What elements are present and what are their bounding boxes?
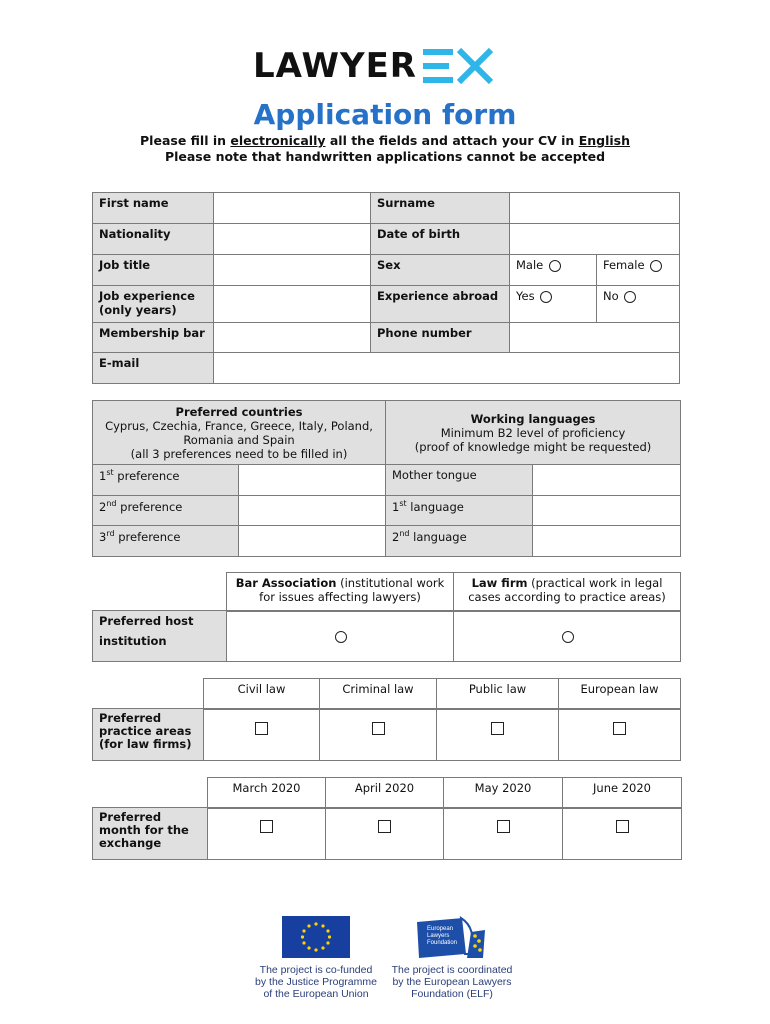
public-law-cell[interactable] <box>437 709 559 761</box>
months-header <box>207 777 682 809</box>
mother-tongue-field[interactable] <box>533 465 681 496</box>
preferred-month-label: Preferred month for the exchange <box>93 808 208 860</box>
working-languages-header: Working languages Minimum B2 level of proficiency (proof of knowledge might be requested) <box>386 401 681 465</box>
surname-label: Surname <box>371 193 510 224</box>
sex-male-option[interactable] <box>510 255 597 286</box>
job-experience-field[interactable] <box>214 286 371 323</box>
page-title: Application form <box>253 98 517 131</box>
date-of-birth-label: Date of birth <box>371 224 510 255</box>
yes-label: Yes <box>516 289 535 303</box>
month-april: April 2020 <box>326 778 444 809</box>
law-firm-choice[interactable] <box>454 611 681 662</box>
no-label: No <box>603 289 619 303</box>
bar-association-choice[interactable] <box>227 611 454 662</box>
female-radio[interactable] <box>650 260 662 272</box>
phone-number-label: Phone number <box>371 323 510 353</box>
membership-bar-label: Membership bar <box>93 323 214 353</box>
first-name-label: First name <box>93 193 214 224</box>
civil-law-checkbox[interactable] <box>255 722 268 735</box>
language-2-label: 2nd language <box>386 526 533 557</box>
preference-3-field[interactable] <box>239 526 386 557</box>
job-title-field[interactable] <box>214 255 371 286</box>
preference-2-label: 2nd preference <box>93 496 239 526</box>
male-label: Male <box>516 258 544 272</box>
abroad-yes-option[interactable] <box>510 286 597 323</box>
march-cell[interactable] <box>208 808 326 860</box>
european-law-cell[interactable] <box>559 709 681 761</box>
may-checkbox[interactable] <box>497 820 510 833</box>
logo-ex-mark <box>419 44 499 88</box>
practice-area-public: Public law <box>437 679 559 710</box>
first-name-field[interactable] <box>214 193 371 224</box>
criminal-law-cell[interactable] <box>320 709 437 761</box>
civil-law-cell[interactable] <box>204 709 320 761</box>
bar-association-radio[interactable] <box>335 631 347 643</box>
criminal-law-checkbox[interactable] <box>372 722 385 735</box>
job-title-label: Job title <box>93 255 214 286</box>
april-checkbox[interactable] <box>378 820 391 833</box>
public-law-checkbox[interactable] <box>491 722 504 735</box>
preferred-host-label: Preferred host institution <box>93 611 227 662</box>
date-of-birth-field[interactable] <box>510 224 680 255</box>
practice-area-criminal: Criminal law <box>320 679 437 710</box>
instruction-line-1: Please fill in electronically all the fields and attach your CV in English <box>140 133 630 148</box>
practice-area-european: European law <box>559 679 681 710</box>
practice-areas-header <box>203 678 681 710</box>
month-june: June 2020 <box>563 778 682 809</box>
practice-areas-table <box>92 708 681 761</box>
preference-2-field[interactable] <box>239 496 386 526</box>
preference-3-label: 3rd preference <box>93 526 239 557</box>
preference-1-field[interactable] <box>239 465 386 496</box>
yes-radio[interactable] <box>540 291 552 303</box>
female-label: Female <box>603 258 645 272</box>
sex-label: Sex <box>371 255 510 286</box>
preferences-table <box>92 400 681 557</box>
european-law-checkbox[interactable] <box>613 722 626 735</box>
elf-logo-text: European Lawyers Foundation <box>427 926 458 946</box>
bar-association-option-label: Bar Association (institutional work for issues affecting lawyers) <box>227 573 454 612</box>
logo-text: LAWYER <box>253 46 417 86</box>
membership-bar-field[interactable] <box>214 323 371 353</box>
june-cell[interactable] <box>563 808 682 860</box>
lawyerex-logo <box>253 44 519 88</box>
month-may: May 2020 <box>444 778 563 809</box>
nationality-label: Nationality <box>93 224 214 255</box>
march-checkbox[interactable] <box>260 820 273 833</box>
email-label: E-mail <box>93 353 214 384</box>
preferred-countries-header: Preferred countries Cyprus, Czechia, France, Greece, Italy, Poland, Romania and Spain (all 3 preferences need to be filled in) <box>93 401 386 465</box>
law-firm-option-label: Law firm (practical work in legal cases according to practice areas) <box>454 573 681 612</box>
eu-cofunding-text: The project is co-funded by the Justice Programme of the European Union <box>255 964 377 1000</box>
host-institution-table <box>92 610 681 662</box>
eu-flag-icon <box>282 916 350 958</box>
law-firm-radio[interactable] <box>562 631 574 643</box>
surname-field[interactable] <box>510 193 680 224</box>
language-1-field[interactable] <box>533 496 681 526</box>
month-march: March 2020 <box>208 778 326 809</box>
instruction-line-2: Please note that handwritten applications cannot be accepted <box>164 149 606 164</box>
elf-coordination-text: The project is coordinated by the European Lawyers Foundation (ELF) <box>391 964 513 1000</box>
no-radio[interactable] <box>624 291 636 303</box>
preferred-practice-label: Preferred practice areas (for law firms) <box>93 709 204 761</box>
mother-tongue-label: Mother tongue <box>386 465 533 496</box>
preference-1-label: 1st preference <box>93 465 239 496</box>
male-radio[interactable] <box>549 260 561 272</box>
language-2-field[interactable] <box>533 526 681 557</box>
abroad-no-option[interactable] <box>597 286 680 323</box>
practice-area-civil: Civil law <box>204 679 320 710</box>
phone-number-field[interactable] <box>510 323 680 353</box>
elf-logo-icon <box>415 914 489 960</box>
nationality-field[interactable] <box>214 224 371 255</box>
months-table <box>92 807 682 860</box>
sex-female-option[interactable] <box>597 255 680 286</box>
host-institution-header <box>226 572 681 612</box>
april-cell[interactable] <box>326 808 444 860</box>
email-field[interactable] <box>214 353 680 384</box>
job-experience-label: Job experience (only years) <box>93 286 214 323</box>
language-1-label: 1st language <box>386 496 533 526</box>
may-cell[interactable] <box>444 808 563 860</box>
personal-info-table <box>92 192 680 384</box>
experience-abroad-label: Experience abroad <box>371 286 510 323</box>
june-checkbox[interactable] <box>616 820 629 833</box>
